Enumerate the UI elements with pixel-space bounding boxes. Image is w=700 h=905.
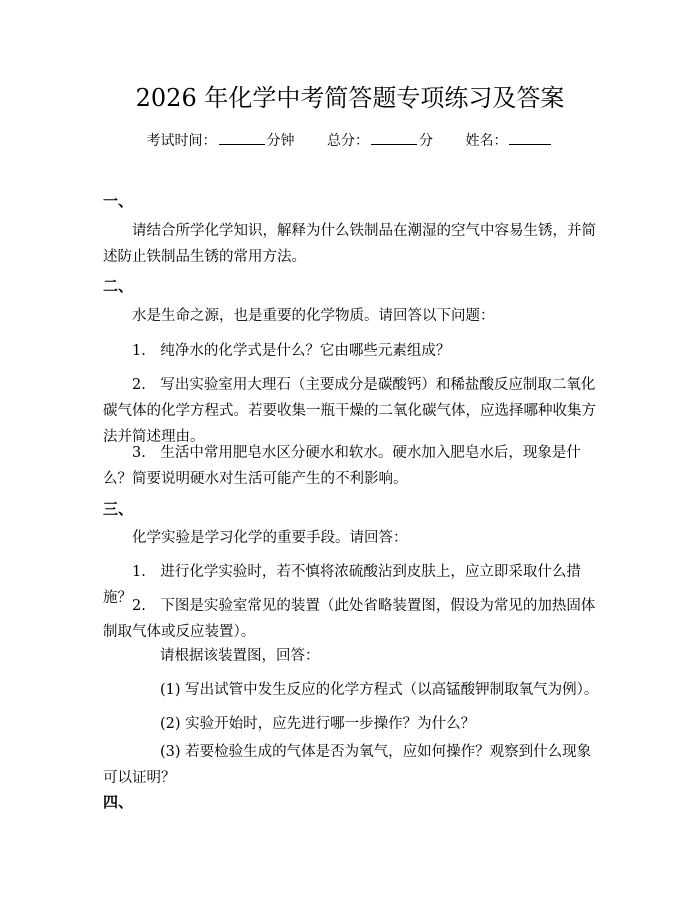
score-blank[interactable] — [371, 132, 417, 145]
section-1-heading: 一、 — [103, 192, 134, 210]
section-3-heading: 三、 — [103, 500, 134, 518]
section-1-question: 请结合所学化学知识，解释为什么铁制品在潮湿的空气中容易生锈，并简述防止铁制品生锈的常用方法。 — [103, 223, 596, 265]
score-field — [327, 133, 437, 149]
name-blank[interactable] — [509, 132, 551, 145]
section-2-intro: 水是生命之源，也是重要的化学物质。请回答以下问题： — [132, 308, 495, 324]
time-unit: 分钟 — [266, 133, 295, 149]
section-2-heading: 二、 — [103, 277, 134, 295]
section-2-q2: 2. 写出实验室用大理石（主要成分是碳酸钙）和稀盐酸反应制取二氧化碳气体的化学方程式。若要收集一瓶干燥的二氧化碳气体，应选择哪种收集方法并简述理由。 — [103, 377, 596, 445]
section-3-q2: 2. 下图是实验室常见的装置（此处省略装置图，假设为常见的加热固体制取气体或反应装置）。 — [103, 598, 596, 640]
section-2-q3: 3. 生活中常用肥皂水区分硬水和软水。硬水加入肥皂水后，现象是什么？简要说明硬水对生活可能产生的不利影响。 — [103, 445, 581, 487]
exam-meta — [0, 131, 700, 151]
section-3-q2-part2: (2) 实验开始时，应先进行哪一步操作？为什么？ — [160, 716, 476, 732]
score-unit: 分 — [419, 133, 433, 149]
section-3-q2-part3: (3) 若要检验生成的气体是否为氧气，应如何操作？观察到什么现象可以证明？ — [103, 744, 592, 786]
section-3-q2-lead: 请根据该装置图，回答： — [160, 648, 320, 664]
time-blank[interactable] — [219, 132, 265, 145]
score-label: 总分： — [327, 133, 369, 149]
section-3-intro: 化学实验是学习化学的重要手段。请回答： — [132, 530, 408, 546]
time-field — [147, 133, 299, 149]
name-field — [465, 133, 553, 149]
section-2-q1: 1. 纯净水的化学式是什么？它由哪些元素组成？ — [132, 343, 451, 359]
time-label: 考试时间： — [146, 133, 217, 149]
section-3-q1: 1. 进行化学实验时，若不慎将浓硫酸沾到皮肤上，应立即采取什么措施？ — [103, 564, 581, 606]
name-label: 姓名： — [465, 133, 508, 149]
page-title: 2026 年化学中考简答题专项练习及答案 — [135, 84, 565, 112]
section-4-heading: 四、 — [103, 793, 134, 811]
section-3-q2-part1: (1) 写出试管中发生反应的化学方程式（以高锰酸钾制取氧气为例）。 — [160, 682, 599, 698]
